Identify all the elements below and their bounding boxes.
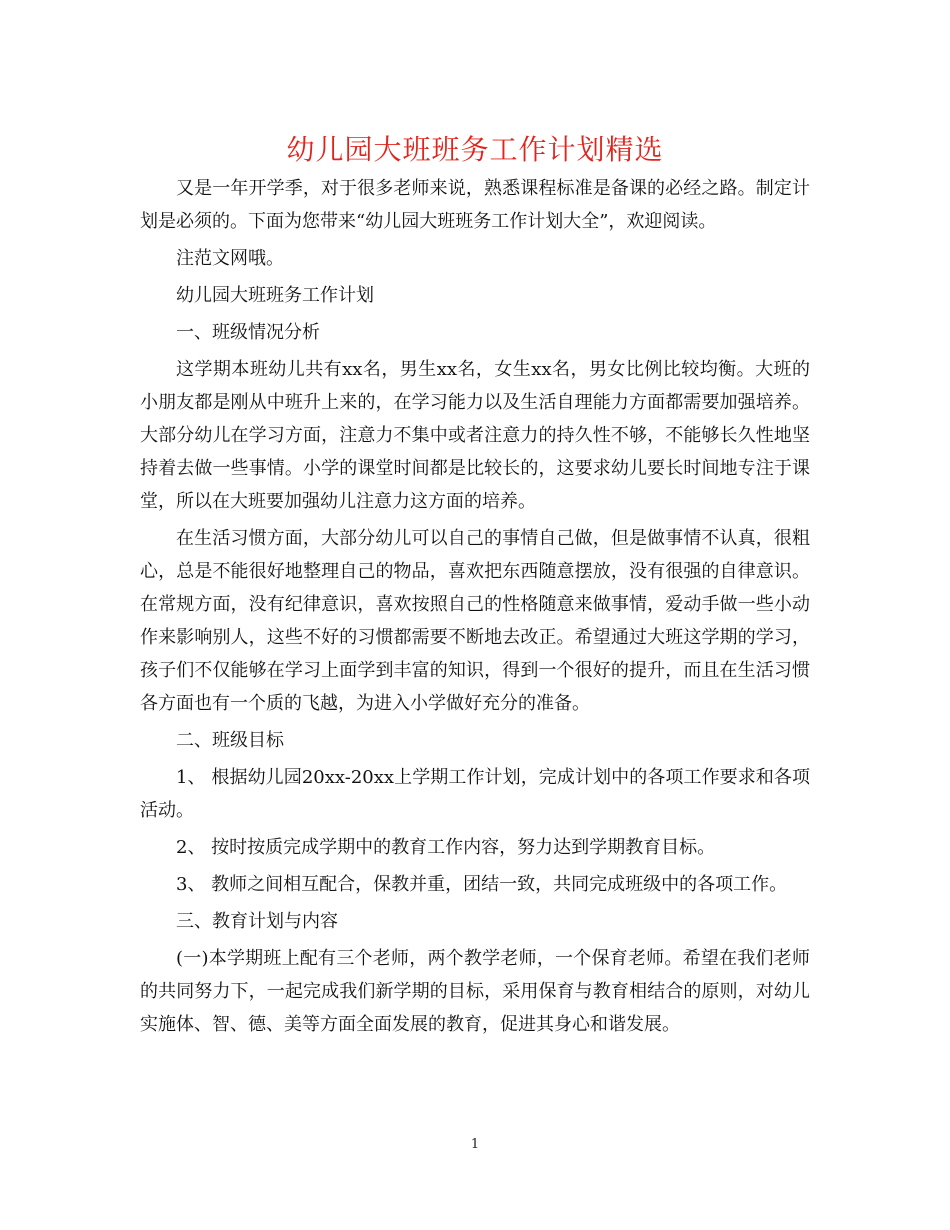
goal-item-1: 1、 根据幼儿园20xx-20xx上学期工作计划，完成计划中的各项工作要求和各项活动。 [140, 767, 810, 821]
paragraph-intro: 又是一年开学季，对于很多老师来说，熟悉课程标准是备课的必经之路。制定计划是必须的。下面为您带来“幼儿园大班班务工作计划大全”，欢迎阅读。 [140, 178, 810, 232]
paragraph-class-analysis: 这学期本班幼儿共有xx名，男生xx名，女生xx名，男女比例比较均衡。大班的小朋友都是刚从中班升上来的，在学习能力以及生活自理能力方面都需要加强培养。大部分幼儿在学习方面，注意力不集中或者注意力的持久性不够，不能够长久性地坚持着去做一些事情。小学的课堂时间都是比较长的，这要求幼儿要长时间地专注于课堂，所以在大班要加强幼儿注意力这方面的培养。 [140, 359, 810, 512]
goal-item-2: 2、 按时按质完成学期中的教育工作内容，努力达到学期教育目标。 [176, 837, 716, 858]
paragraph-subtitle: 幼儿园大班班务工作计划 [176, 285, 374, 306]
goal-item-3: 3、 教师之间相互配合，保教并重，团结一致，共同完成班级中的各项工作。 [176, 874, 788, 895]
section-heading-1: 一、班级情况分析 [176, 322, 320, 343]
document-title: 幼儿园大班班务工作计划精选 [286, 133, 664, 166]
paragraph-education-plan: (一)本学期班上配有三个老师，两个教学老师，一个保育老师。希望在我们老师的共同努力下，一起完成我们新学期的目标，采用保育与教育相结合的原则，对幼儿实施体、智、德、美等方面全面发展的教育，促进其身心和谐发展。 [140, 948, 810, 1035]
section-heading-3: 三、教育计划与内容 [176, 911, 338, 932]
document-body [140, 172, 810, 1045]
paragraph-habits: 在生活习惯方面，大部分幼儿可以自己的事情自己做，但是做事情不认真，很粗心，总是不能很好地整理自己的物品，喜欢把东西随意摆放，没有很强的自律意识。在常规方面，没有纪律意识，喜欢按照自己的性格随意来做事情，爱动手做一些小动作来影响别人，这些不好的习惯都需要不断地去改正。希望通过大班这学期的学习，孩子们不仅能够在学习上面学到丰富的知识，得到一个很好的提升，而且在生活习惯各方面也有一个质的飞越，为进入小学做好充分的准备。 [140, 528, 810, 714]
section-heading-2: 二、班级目标 [176, 730, 284, 751]
page-number: 1 [470, 1137, 480, 1152]
paragraph-note: 注范文网哦。 [176, 248, 284, 269]
